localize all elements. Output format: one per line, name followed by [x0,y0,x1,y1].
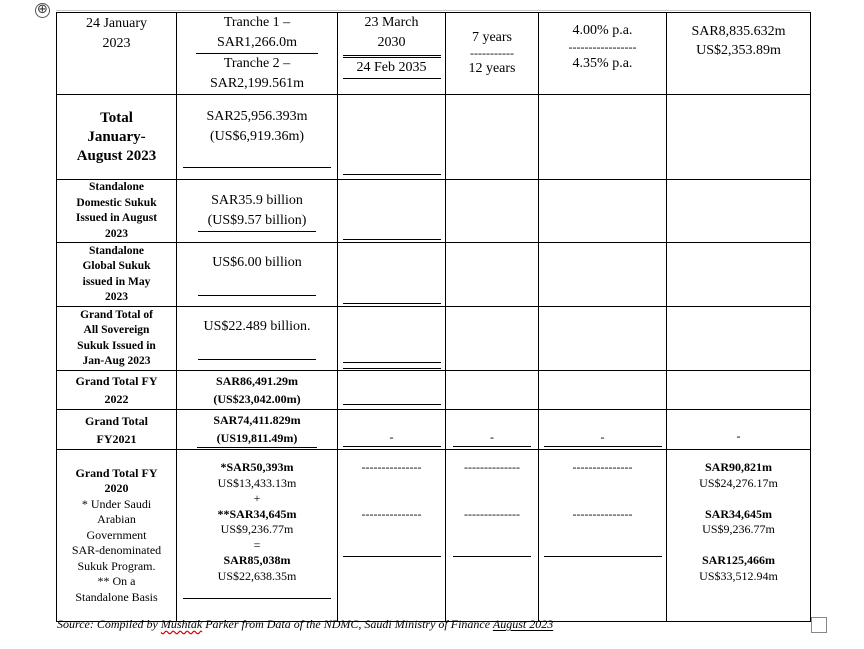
empty-cell [446,180,539,243]
profit-rate-1: 4.00% p.a. [572,23,633,38]
source-middle: Parker from Data of the NDMC, Saudi Ministry of Finance [202,617,493,631]
tenor-1: 7 years [471,29,513,45]
empty-cell [338,371,446,410]
footnote-line: SAR-denominated [71,543,162,558]
amount-cell [177,371,338,410]
footnote-line: Sukuk Program. [77,558,156,573]
tranche-1-amount: SAR1,266.0m [196,33,318,54]
amount-line: US$9,236.77m [220,522,294,536]
dashes-cell [539,450,667,622]
amount-usd: (US19,811.49m) [197,429,317,448]
empty-cell [667,371,811,410]
empty-cell [338,180,446,243]
dash-cell [446,410,539,450]
row-label-line: issued in May [82,275,151,288]
row-label-line: 2022 [104,392,129,406]
row-label-cell [57,95,177,180]
row-label-line: Grand Total of [80,308,153,321]
row-label-line: 2023 [105,227,128,240]
footnote-line: Standalone Basis [75,589,158,604]
table-row [57,13,811,95]
dashes: --------------- [361,460,422,474]
row-label-line: Global Sukuk [82,260,151,272]
sukuk-table [56,12,811,622]
table-row [57,450,811,622]
tranche-1-label: Tranche 1 – [223,15,291,30]
footnote-line: Government [86,527,147,542]
source-author-first: Mushtak [160,617,203,631]
amount-cell [177,243,338,307]
row-label-line: January- [87,128,146,145]
empty-cell [667,243,811,307]
maturity-cell [338,13,446,95]
amount-line: **SAR34,645m [217,506,297,521]
row-label-cell [57,307,177,371]
tranche-amount-cell [177,13,338,95]
amount-sar: SAR35.9 billion [211,192,303,208]
total-sar: SAR8,835.632m [691,24,786,39]
amount-sar: SAR74,411.829m [213,413,301,427]
row-label-cell [57,450,177,622]
row-label-cell [57,371,177,410]
amount-line: US$13,433.13m [217,475,297,490]
total-line: SAR34,645m [704,506,772,521]
amount-cell [177,95,338,180]
empty-cell [338,243,446,307]
dash-value: - [490,430,494,444]
total-line: SAR90,821m [704,460,772,474]
empty-cell [667,95,811,180]
tenor-2: 12 years [468,60,516,76]
amount-cell [177,410,338,450]
amount-usd: (US$6,919.36m) [209,128,305,144]
maturity-date-1: 23 March 2030 [364,15,419,50]
table-row [57,307,811,371]
table-top-rule [56,10,810,11]
tranche-2-amount: SAR2,199.561m [209,76,305,91]
empty-cell [446,243,539,307]
amount-line: + [253,491,261,505]
table-row [57,243,811,307]
row-label-line: FY2021 [96,431,137,446]
row-label-line: Domestic Sukuk [76,196,157,209]
row-label-line: Grand Total FY [75,465,158,480]
amount-line: = [253,537,261,552]
total-usd: US$2,353.89m [696,43,781,58]
totals-cell [667,450,811,622]
row-label-line: Standalone [89,181,144,193]
row-label-line: All Sovereign [83,324,150,336]
maturity-date-2: 24 Feb 2035 [343,55,441,78]
dashes: --------------- [361,506,422,521]
row-label-cell [57,243,177,307]
tranche-2-label: Tranche 2 – [223,56,291,71]
dash-cell [539,410,667,450]
total-line: US$24,276.17m [699,475,778,490]
profit-rate-separator: ----------------- [568,40,637,54]
empty-cell [539,371,667,410]
total-line: US$33,512.94m [699,568,778,583]
empty-cell [338,95,446,180]
table-row [57,371,811,410]
dash-value: - [736,429,741,443]
row-label-line: Grand Total FY [75,374,158,388]
profit-rate-cell [539,13,667,95]
amount-usd: US$22.489 billion. [203,319,311,334]
empty-cell [539,307,667,371]
row-label-line: 2020 [104,481,129,496]
table-move-handle-icon[interactable]: ⊕ [35,3,50,18]
table-row [57,180,811,243]
amount-line: US$22,638.35m [217,568,297,583]
dashes-cell [446,450,539,622]
empty-cell [667,180,811,243]
row-label-cell [57,410,177,450]
amount-usd: US$6.00 billion [212,255,302,270]
issue-date: 24 January 2023 [85,16,148,51]
dashes: -------------- [464,460,520,474]
dash-value: - [600,430,605,444]
empty-cell [338,307,446,371]
amount-line: SAR85,038m [223,553,291,567]
empty-cell [539,180,667,243]
amount-cell [177,180,338,243]
table-resize-handle[interactable] [811,617,827,633]
dash-cell [667,410,811,450]
footnote-line: Arabian [97,512,136,527]
source-prefix: Source: Compiled by [57,617,161,631]
table-row [57,95,811,180]
row-label-line: August 2023 [76,147,157,164]
row-label-line: Standalone [89,244,144,257]
dash-value: - [389,430,394,444]
amount-cell [177,307,338,371]
empty-cell [667,307,811,371]
amount-sar: SAR86,491.29m [215,374,298,388]
row-label-line: Sukuk Issued in [77,339,156,352]
footnote-line: ** On a [97,574,136,589]
source-caption [57,617,553,632]
dash-cell [338,410,446,450]
tenor-separator: ----------- [470,45,514,60]
issue-date-cell [57,13,177,95]
empty-cell [539,243,667,307]
row-label-line: Grand Total [84,413,149,428]
total-line: US$9,236.77m [702,522,775,536]
dashes: -------------- [464,506,520,521]
total-line: SAR125,466m [701,553,775,567]
amount-cell [177,450,338,622]
total-cell [667,13,811,95]
tenor-cell [446,13,539,95]
source-date: August 2023 [492,617,554,631]
footnote-line: * Under Saudi [81,496,152,511]
row-label-line: Total [100,109,133,126]
dashes: --------------- [572,506,633,521]
empty-cell [539,95,667,180]
row-label-line: 2023 [105,291,128,303]
empty-cell [446,371,539,410]
row-label-line: Issued in August [75,212,158,224]
dashes: --------------- [572,460,633,474]
row-label-cell [57,180,177,243]
profit-rate-2: 4.35% p.a. [572,56,633,71]
empty-cell [446,95,539,180]
table-row [57,410,811,450]
row-label-line: Jan-Aug 2023 [82,355,151,367]
amount-usd: (US$9.57 billion) [198,211,316,232]
amount-line: *SAR50,393m [220,460,294,474]
amount-sar: SAR25,956.393m [206,108,308,124]
amount-usd: (US$23,042.00m) [213,392,301,406]
empty-cell [446,307,539,371]
dashes-cell [338,450,446,622]
